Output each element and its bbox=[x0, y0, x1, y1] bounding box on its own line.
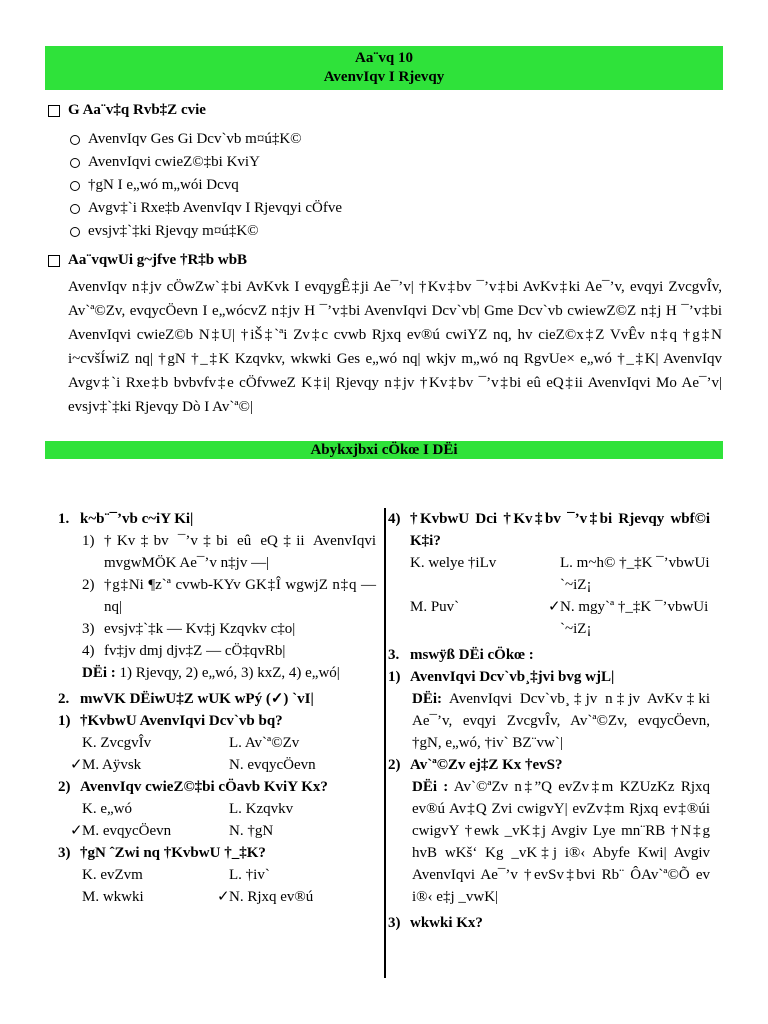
right-column bbox=[388, 508, 710, 934]
option[interactable]: L. Av`ª©Zv bbox=[229, 735, 300, 751]
option[interactable]: K. e„wó bbox=[82, 801, 132, 817]
option[interactable]: N. †gN bbox=[229, 823, 274, 839]
check-icon: ✓ bbox=[217, 889, 230, 905]
option[interactable]: L. †iv` bbox=[229, 867, 270, 883]
option[interactable]: ✓ M. Aÿvsk bbox=[82, 754, 229, 776]
list-item: †gN I e„wó m„wói Dcvq bbox=[70, 174, 342, 197]
mcq-4: 4) †KvbwU Dci †Kv‡bv ¯’v‡bi Rjevqy wbf©i K‡i? bbox=[388, 511, 710, 549]
fill-blank-2: 2) †g‡Ni ¶z`ª cvwb-KYv GK‡Î wgwjZ n‡q — nq| bbox=[82, 577, 376, 615]
list-item: AvenvIqvi cwieZ©‡bi KviY bbox=[70, 151, 342, 174]
mcq-3: 3) †gN ˆZwi nq †KvbwU †_‡K? bbox=[58, 845, 266, 861]
section-heading-summary bbox=[48, 252, 247, 269]
list-item: AvenvIqv Ges Gi Dcv`vb m¤ú‡K© bbox=[70, 128, 342, 151]
check-icon: ✓ bbox=[70, 757, 83, 773]
mcq-1: 1) †KvbwU AvenvIqvi Dcv`vb bq? bbox=[58, 713, 283, 729]
option[interactable]: ✓ N. mgy`ª †_‡K ¯’vbwUi `~iZ¡ bbox=[560, 596, 710, 640]
checkbox-icon bbox=[48, 255, 60, 267]
short-answer-1: DËi: AvenvIqvi Dcv`vb¸‡jv n‡jv AvKv‡ki Ae¯’v, evqyi ZvcgvÎv, Av`ª©Zv, evqycÖevn, †gN, e„wó, †iv` BZ¨vw`| bbox=[412, 691, 710, 751]
section-heading-text: Aa¨vqwUi g~jfve †R‡b wbB bbox=[68, 252, 248, 268]
check-icon: ✓ bbox=[70, 823, 83, 839]
fill-blank-1: 1) †Kv‡bv ¯’v‡bi eû eQ‡ii AvenvIqvi mvgwMÖK Ae¯’v n‡jv —| bbox=[82, 533, 376, 571]
mcq-2-options bbox=[58, 798, 376, 842]
answer-1: DËi : 1) Rjevqy, 2) e„wó, 3) kxZ, 4) e„wó| bbox=[82, 665, 340, 681]
short-answer-2: DËi : Av`©ªZv n‡”Q evZv‡m KZUzKz Rjxq ev®ú Av‡Q Zvi cwigvY| evZv‡m Rjxq ev‡®úi cwigvY †ewk _vK‡j Avgiv Lye mn¨RB †N‡g hvB wKš‘ Kg _vK‡j i®‹ Abyfe Kwi| Avgiv AvenvIqvi Ae¯’v †evSv‡bvi Rb¨ ÔAv`ª©Õ ev i®‹ e‡j _vwK| bbox=[412, 779, 710, 905]
option[interactable]: M. Puv` bbox=[410, 599, 460, 615]
option[interactable]: L. Kzqvkv bbox=[229, 801, 294, 817]
option[interactable]: L. m~h© †_‡K ¯’vbwUi `~iZ¡ bbox=[560, 555, 710, 593]
section-heading-text: G Aa¨v‡q Rvb‡Z cvie bbox=[68, 102, 206, 118]
circle-bullet-icon bbox=[70, 135, 80, 145]
question-2: 2. mwVK DËiwU‡Z wUK wPý (✓) `vI| bbox=[58, 691, 314, 707]
circle-bullet-icon bbox=[70, 181, 80, 191]
short-question-3: 3) wkwki Kx? bbox=[388, 915, 483, 931]
option[interactable]: K. welye †iLv bbox=[410, 555, 497, 571]
mcq-1-options bbox=[58, 732, 376, 776]
option[interactable]: M. wkwki bbox=[82, 889, 144, 905]
mcq-2: 2) AvenvIqv cwieZ©‡bi cÖavb KviY Kx? bbox=[58, 779, 328, 795]
mcq-3-options bbox=[58, 864, 376, 908]
short-question-2: 2) Av`ª©Zv ej‡Z Kx †evS? bbox=[388, 757, 563, 773]
question-3: 3. mswÿß DËi cÖkœ : bbox=[388, 647, 534, 663]
fill-blank-4: 4) fv‡jv dmj djv‡Z — cÖ‡qvRb| bbox=[82, 643, 286, 659]
chapter-banner bbox=[45, 46, 723, 90]
chapter-number: Aa¨vq 10 bbox=[355, 50, 413, 66]
option[interactable]: K. evZvm bbox=[82, 867, 143, 883]
left-column bbox=[58, 508, 376, 908]
column-divider bbox=[384, 508, 386, 978]
section-heading-learning bbox=[48, 102, 206, 119]
check-icon: ✓ bbox=[548, 599, 561, 615]
chapter-title: AvenvIqv I Rjevqy bbox=[323, 69, 445, 85]
circle-bullet-icon bbox=[70, 227, 80, 237]
summary-paragraph: AvenvIqv n‡jv cÖwZw`‡bi AvKvk I evqygÊ‡ji Ae¯’v| †Kv‡bv ¯’v‡bi AvKv‡ki Ae¯’v, evqyi ZvcgvÎv, Av`ª©Zv, evqycÖevn I e„wócvZ n‡jv H ¯’v‡bi AvenvIqvi Dcv`vb| Gme Dcv`vb cwiewZ©Z n‡j H ¯’v‡bi AvenvIqvi cwieZ©b N‡U| †iŠ‡`ªi Zv‡c cvwb Rjxq ev®ú cwiYZ nq, hv cieZ©x‡Z VvÊv n‡q †g‡N i~cvšÍwiZ nq| †gN †_‡K Kzqvkv, wkwki Ges e„wó nq| wkjv m„wó nq RgvUe× e„wó †_‡K| AvenvIqv Avgv‡`i Rxe‡b bvbvfv‡e cÖfvweZ K‡i| Rjevqy n‡jv †Kv‡bv ¯’v‡bi eû eQ‡ii AvenvIqvi Mo Ae¯’v| evsjv‡`‡ki Rjevqy Dò I Av`ª©| bbox=[68, 279, 722, 415]
exercise-banner: Abykxjbxi cÖkœ I DËi bbox=[45, 441, 723, 459]
question-1: 1. k~b¨¯’vb c~iY Ki| bbox=[58, 511, 194, 527]
learning-list bbox=[70, 128, 342, 243]
option[interactable]: N. evqycÖevn bbox=[229, 757, 316, 773]
option[interactable]: ✓ N. Rjxq ev®ú bbox=[229, 886, 376, 908]
fill-blank-3: 3) evsjv‡`‡k — Kv‡j Kzqvkv c‡o| bbox=[82, 621, 296, 637]
option[interactable]: K. ZvcgvÎv bbox=[82, 735, 152, 751]
mcq-4-options bbox=[388, 552, 710, 640]
circle-bullet-icon bbox=[70, 204, 80, 214]
checkbox-icon bbox=[48, 105, 60, 117]
short-question-1: 1) AvenvIqvi Dcv`vb¸‡jvi bvg wjL| bbox=[388, 669, 615, 685]
list-item: Avgv‡`i Rxe‡b AvenvIqv I Rjevqyi cÖfve bbox=[70, 197, 342, 220]
circle-bullet-icon bbox=[70, 158, 80, 168]
list-item: evsjv‡`‡ki Rjevqy m¤ú‡K© bbox=[70, 220, 342, 243]
option[interactable]: ✓ M. evqycÖevn bbox=[82, 820, 229, 842]
